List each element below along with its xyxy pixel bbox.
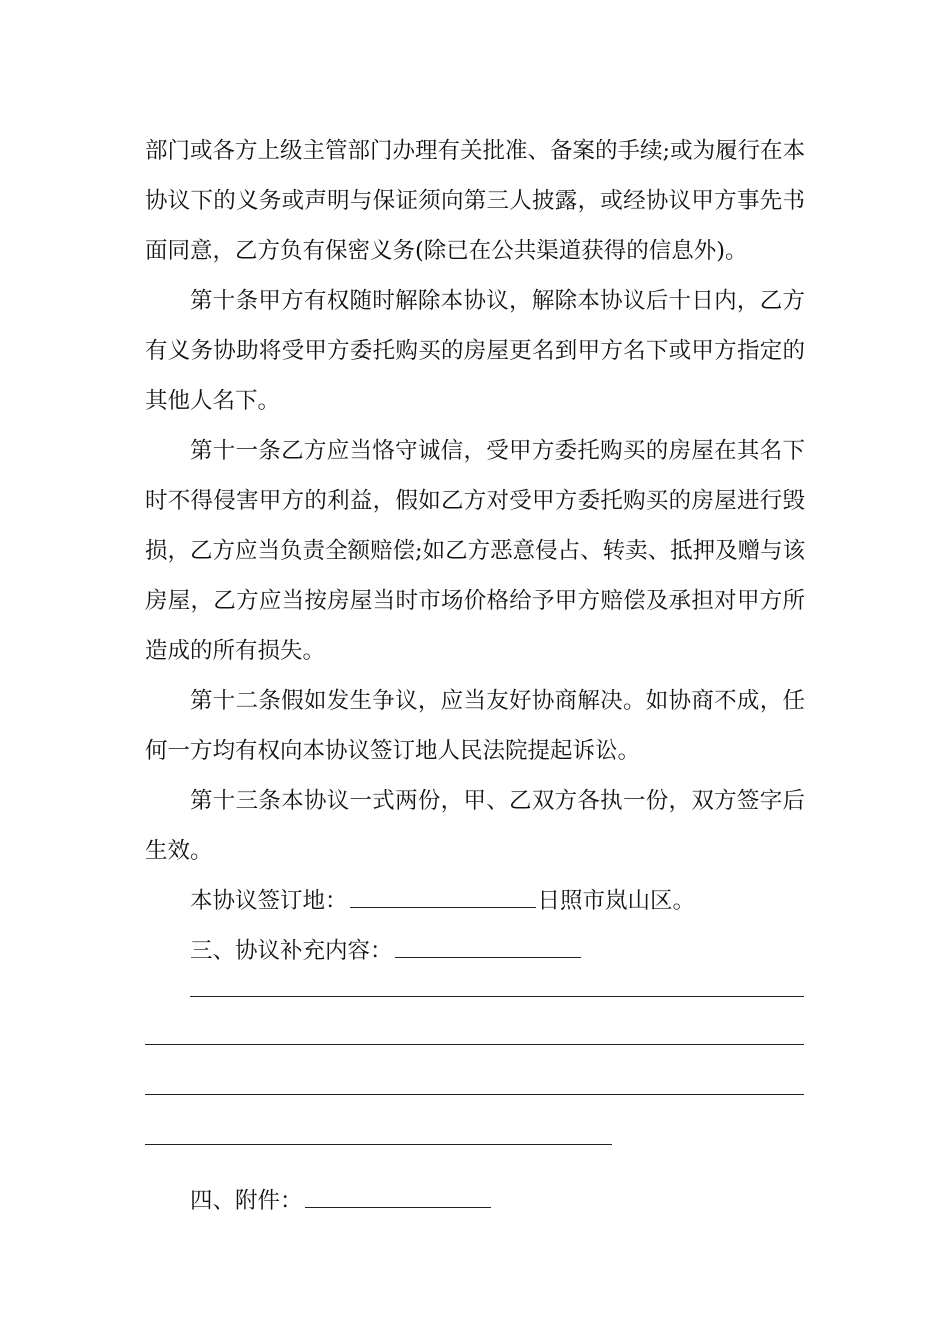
article-10-line: 其他人名下。 [145,388,281,414]
signing-place-label: 本协议签订地： [190,888,348,914]
supplement-label: 三、协议补充内容： [190,938,393,964]
signing-place-value: 日照市岚山区。 [537,888,696,914]
signing-place-row [190,886,805,916]
attachment-blank [305,1189,491,1208]
article-11-line: 时不得侵害甲方的利益，假如乙方对受甲方委托购买的房屋进行毁 [145,488,805,514]
article-11-line: 损，乙方应当负责全额赔偿;如乙方恶意侵占、转卖、抵押及赠与该 [145,538,805,564]
article-11-line: 第十一条乙方应当恪守诚信，受甲方委托购买的房屋在其名下 [190,438,805,464]
supplement-fill-line [190,996,804,997]
article-10-line: 第十条甲方有权随时解除本协议，解除本协议后十日内，乙方 [190,288,805,314]
supplement-row [190,936,805,966]
article-13-line: 生效。 [145,838,213,864]
paragraph-line: 部门或各方上级主管部门办理有关批准、备案的手续;或为履行在本 [145,138,805,164]
article-12-line: 第十二条假如发生争议，应当友好协商解决。如协商不成，任 [190,688,805,714]
supplement-fill-line [145,1044,804,1045]
article-13-line: 第十三条本协议一式两份，甲、乙双方各执一份，双方签字后 [190,788,805,814]
supplement-blank [395,939,581,958]
article-12-line: 何一方均有权向本协议签订地人民法院提起诉讼。 [145,738,641,764]
attachment-row [190,1186,805,1216]
supplement-fill-line [145,1094,804,1095]
paragraph-line: 协议下的义务或声明与保证须向第三人披露，或经协议甲方事先书 [145,188,805,214]
supplement-fill-line [145,1144,612,1145]
article-11-line: 房屋，乙方应当按房屋当时市场价格给予甲方赔偿及承担对甲方所 [145,588,805,614]
signing-place-blank [350,889,536,908]
attachment-label: 四、附件： [190,1188,303,1214]
paragraph-line: 面同意，乙方负有保密义务(除已在公共渠道获得的信息外)。 [145,238,748,264]
article-10-line: 有义务协助将受甲方委托购买的房屋更名到甲方名下或甲方指定的 [145,338,805,364]
article-11-line: 造成的所有损失。 [145,638,326,664]
